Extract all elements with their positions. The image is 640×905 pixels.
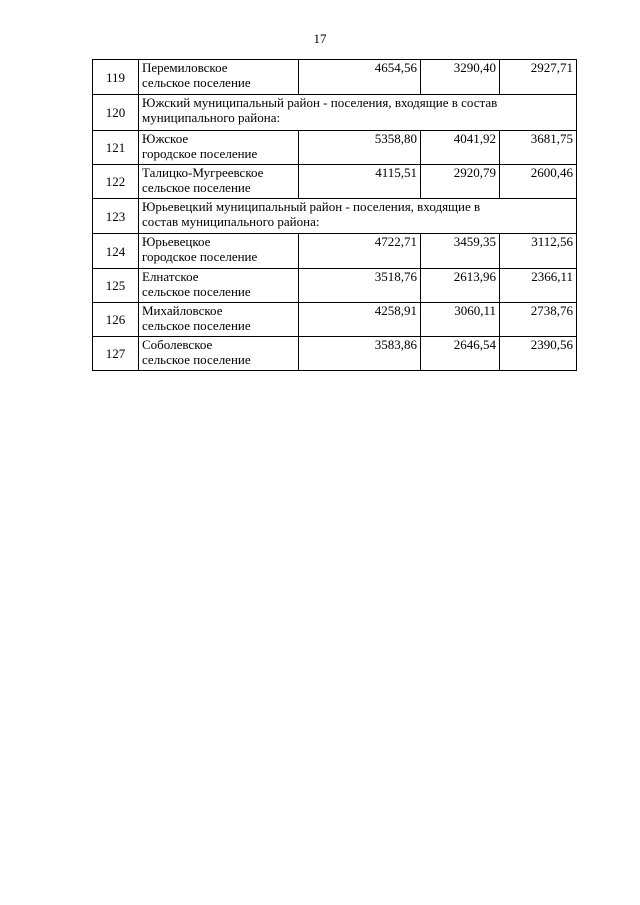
row-number: 126 — [93, 303, 139, 337]
table-row — [93, 95, 577, 131]
value-1: 4115,51 — [299, 165, 421, 199]
row-number: 119 — [93, 60, 139, 95]
table-row — [93, 337, 577, 371]
value-2: 4041,92 — [421, 131, 500, 165]
settlement-name: Елнатское сельское поселение — [139, 269, 299, 303]
table-row — [93, 199, 577, 234]
value-3: 2600,46 — [500, 165, 577, 199]
value-1: 4654,56 — [299, 60, 421, 95]
table-row — [93, 303, 577, 337]
row-number: 127 — [93, 337, 139, 371]
settlement-name: Соболевское сельское поселение — [139, 337, 299, 371]
table-row — [93, 165, 577, 199]
value-3: 2366,11 — [500, 269, 577, 303]
row-number: 124 — [93, 234, 139, 269]
value-2: 3459,35 — [421, 234, 500, 269]
value-2: 2920,79 — [421, 165, 500, 199]
value-2: 2613,96 — [421, 269, 500, 303]
settlement-name: Талицко-Мугреевское сельское поселение — [139, 165, 299, 199]
value-2: 3290,40 — [421, 60, 500, 95]
value-1: 3518,76 — [299, 269, 421, 303]
table-row — [93, 234, 577, 269]
value-1: 4258,91 — [299, 303, 421, 337]
settlement-name: Южское городское поселение — [139, 131, 299, 165]
value-3: 2927,71 — [500, 60, 577, 95]
value-3: 3112,56 — [500, 234, 577, 269]
value-3: 3681,75 — [500, 131, 577, 165]
value-1: 4722,71 — [299, 234, 421, 269]
district-heading: Юрьевецкий муниципальный район - поселения, входящие в состав муниципального района: — [139, 199, 577, 234]
row-number: 125 — [93, 269, 139, 303]
row-number: 122 — [93, 165, 139, 199]
value-3: 2738,76 — [500, 303, 577, 337]
table-row — [93, 131, 577, 165]
settlement-name: Перемиловское сельское поселение — [139, 60, 299, 95]
page-number: 17 — [313, 31, 327, 46]
settlement-name: Юрьевецкое городское поселение — [139, 234, 299, 269]
value-1: 3583,86 — [299, 337, 421, 371]
value-2: 2646,54 — [421, 337, 500, 371]
value-3: 2390,56 — [500, 337, 577, 371]
value-2: 3060,11 — [421, 303, 500, 337]
row-number: 123 — [93, 199, 139, 234]
district-heading: Южский муниципальный район - поселения, входящие в состав муниципального района: — [139, 95, 577, 131]
settlements-table — [92, 59, 577, 371]
table-row — [93, 269, 577, 303]
value-1: 5358,80 — [299, 131, 421, 165]
settlement-name: Михайловское сельское поселение — [139, 303, 299, 337]
table-row — [93, 60, 577, 95]
row-number: 120 — [93, 95, 139, 131]
row-number: 121 — [93, 131, 139, 165]
